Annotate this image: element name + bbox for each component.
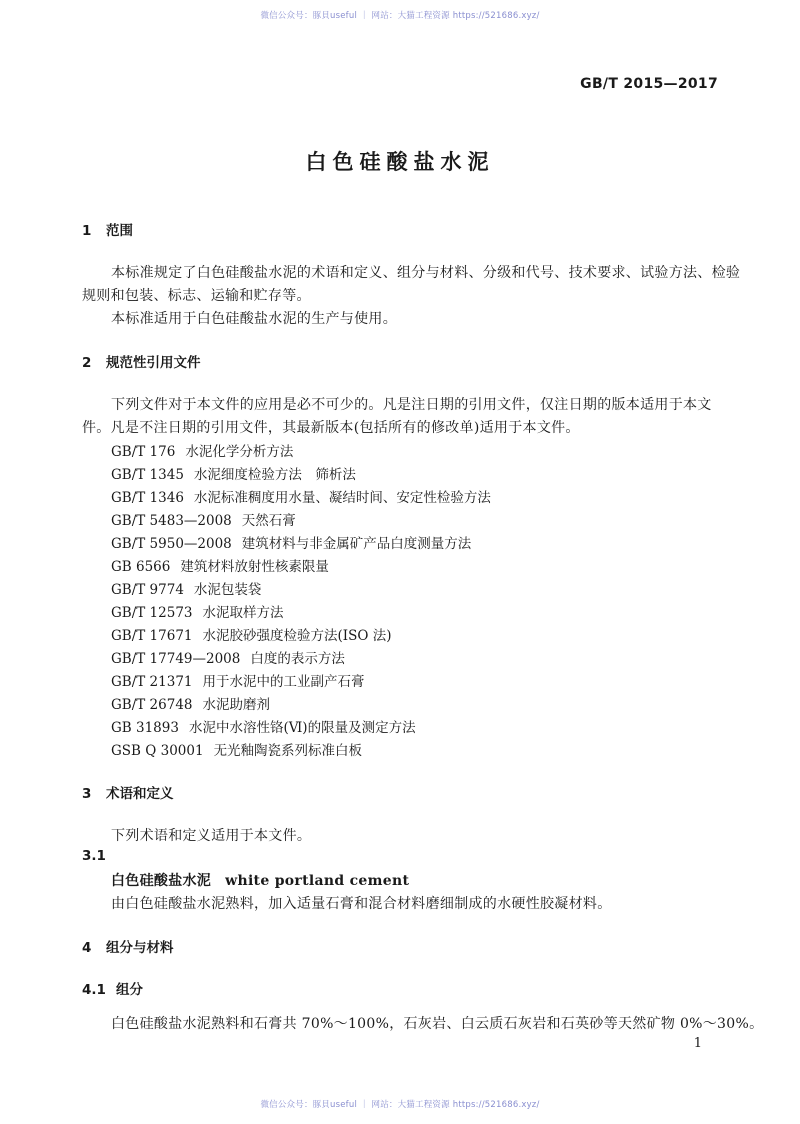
reference-code: GB/T 26748 [111, 697, 193, 713]
reference-code: GB/T 17671 [111, 628, 193, 644]
standard-code: GB/T 2015—2017 [580, 76, 718, 92]
reference-name: 水泥包装袋 [193, 582, 262, 598]
reference-item [111, 716, 416, 736]
section-number: 4 [82, 940, 92, 956]
reference-code: GB/T 5950—2008 [111, 536, 232, 552]
section-number: 3 [82, 786, 92, 802]
reference-item [111, 509, 296, 529]
reference-item [111, 532, 471, 552]
reference-code: GB/T 5483—2008 [111, 513, 232, 529]
section-number: 2 [82, 355, 92, 371]
subsection-title: 组分 [116, 982, 143, 998]
watermark-bottom: 微信公众号：豚貝useful ｜ 网站：大猫工程资源 https://521686.xyz/ [260, 1100, 540, 1110]
reference-name: 天然石膏 [241, 513, 296, 529]
term-definition: 由白色硅酸盐水泥熟料，加入适量石膏和混合材料磨细制成的水硬性胶凝材料。 [111, 896, 612, 912]
reference-name: 水泥胶砂强度检验方法(ISO 法) [202, 628, 392, 644]
reference-name: 建筑材料放射性核素限量 [180, 559, 329, 575]
reference-code: GB/T 21371 [111, 674, 193, 690]
reference-item [111, 463, 356, 483]
reference-name: 水泥标准稠度用水量、凝结时间、安定性检验方法 [193, 490, 491, 506]
reference-item [111, 440, 293, 460]
term-entry [111, 870, 409, 890]
document-title: 白色硅酸盐水泥 [305, 150, 495, 174]
reference-code: GB/T 12573 [111, 605, 193, 621]
reference-name: 白度的表示方法 [250, 651, 345, 667]
reference-item [111, 670, 365, 690]
reference-item [111, 693, 270, 713]
section-title: 范围 [106, 223, 133, 239]
subsection-4-1-heading [82, 978, 143, 998]
reference-item [111, 647, 345, 667]
reference-name: 水泥细度检验方法 筛析法 [193, 467, 356, 483]
section-3-heading [82, 782, 174, 802]
subsection-number: 4.1 [82, 982, 106, 998]
section-4-heading [82, 936, 174, 956]
reference-code: GB 6566 [111, 559, 171, 575]
reference-name: 无光釉陶瓷系列标准白板 [213, 743, 363, 759]
section-3-intro: 下列术语和定义适用于本文件。 [111, 828, 312, 844]
reference-code: GSB Q 30001 [111, 743, 204, 759]
reference-name: 水泥化学分析方法 [185, 444, 294, 460]
section-1-paragraph-line: 本标准规定了白色硅酸盐水泥的术语和定义、组分与材料、分级和代号、技术要求、试验方法、检验 [111, 265, 741, 281]
reference-name: 水泥助磨剂 [202, 697, 270, 713]
reference-code: GB/T 17749—2008 [111, 651, 241, 667]
reference-item [111, 624, 391, 644]
page-number: 1 [693, 1036, 702, 1051]
reference-code: GB 31893 [111, 720, 179, 736]
reference-code: GB/T 176 [111, 444, 176, 460]
reference-name: 水泥取样方法 [202, 605, 284, 621]
section-2-paragraph-line: 下列文件对于本文件的应用是必不可少的。凡是注日期的引用文件，仅注日期的版本适用于本文 [111, 397, 712, 413]
reference-item [111, 555, 329, 575]
section-number: 1 [82, 223, 92, 239]
section-1-heading [82, 219, 133, 239]
section-1-scope-paragraph: 本标准适用于白色硅酸盐水泥的生产与使用。 [111, 311, 397, 327]
reference-item [111, 486, 491, 506]
reference-name: 水泥中水溶性铬(Ⅵ)的限量及测定方法 [188, 720, 416, 736]
reference-item [111, 578, 261, 598]
reference-name: 建筑材料与非金属矿产品白度测量方法 [241, 536, 472, 552]
reference-name: 用于水泥中的工业副产石膏 [202, 674, 365, 690]
section-title: 规范性引用文件 [106, 355, 201, 371]
section-title: 术语和定义 [106, 786, 174, 802]
term-chinese: 白色硅酸盐水泥 [111, 873, 212, 889]
section-1-paragraph-line: 规则和包装、标志、运输和贮存等。 [82, 288, 311, 304]
section-2-heading [82, 351, 201, 371]
watermark-top: 微信公众号：豚貝useful ｜ 网站：大猫工程资源 https://521686.xyz/ [260, 11, 540, 21]
reference-code: GB/T 1346 [111, 490, 184, 506]
reference-code: GB/T 9774 [111, 582, 184, 598]
reference-code: GB/T 1345 [111, 467, 184, 483]
section-2-paragraph-line: 件。凡是不注日期的引用文件，其最新版本(包括所有的修改单)适用于本文件。 [82, 420, 580, 436]
reference-item [111, 739, 362, 759]
term-number: 3.1 [82, 848, 106, 864]
section-title: 组分与材料 [106, 940, 174, 956]
composition-paragraph: 白色硅酸盐水泥熟料和石膏共 70%～100%，石灰岩、白云质石灰岩和石英砂等天然矿物 0%～30%。 [111, 1016, 764, 1032]
reference-item [111, 601, 284, 621]
term-english: white portland cement [225, 873, 410, 889]
